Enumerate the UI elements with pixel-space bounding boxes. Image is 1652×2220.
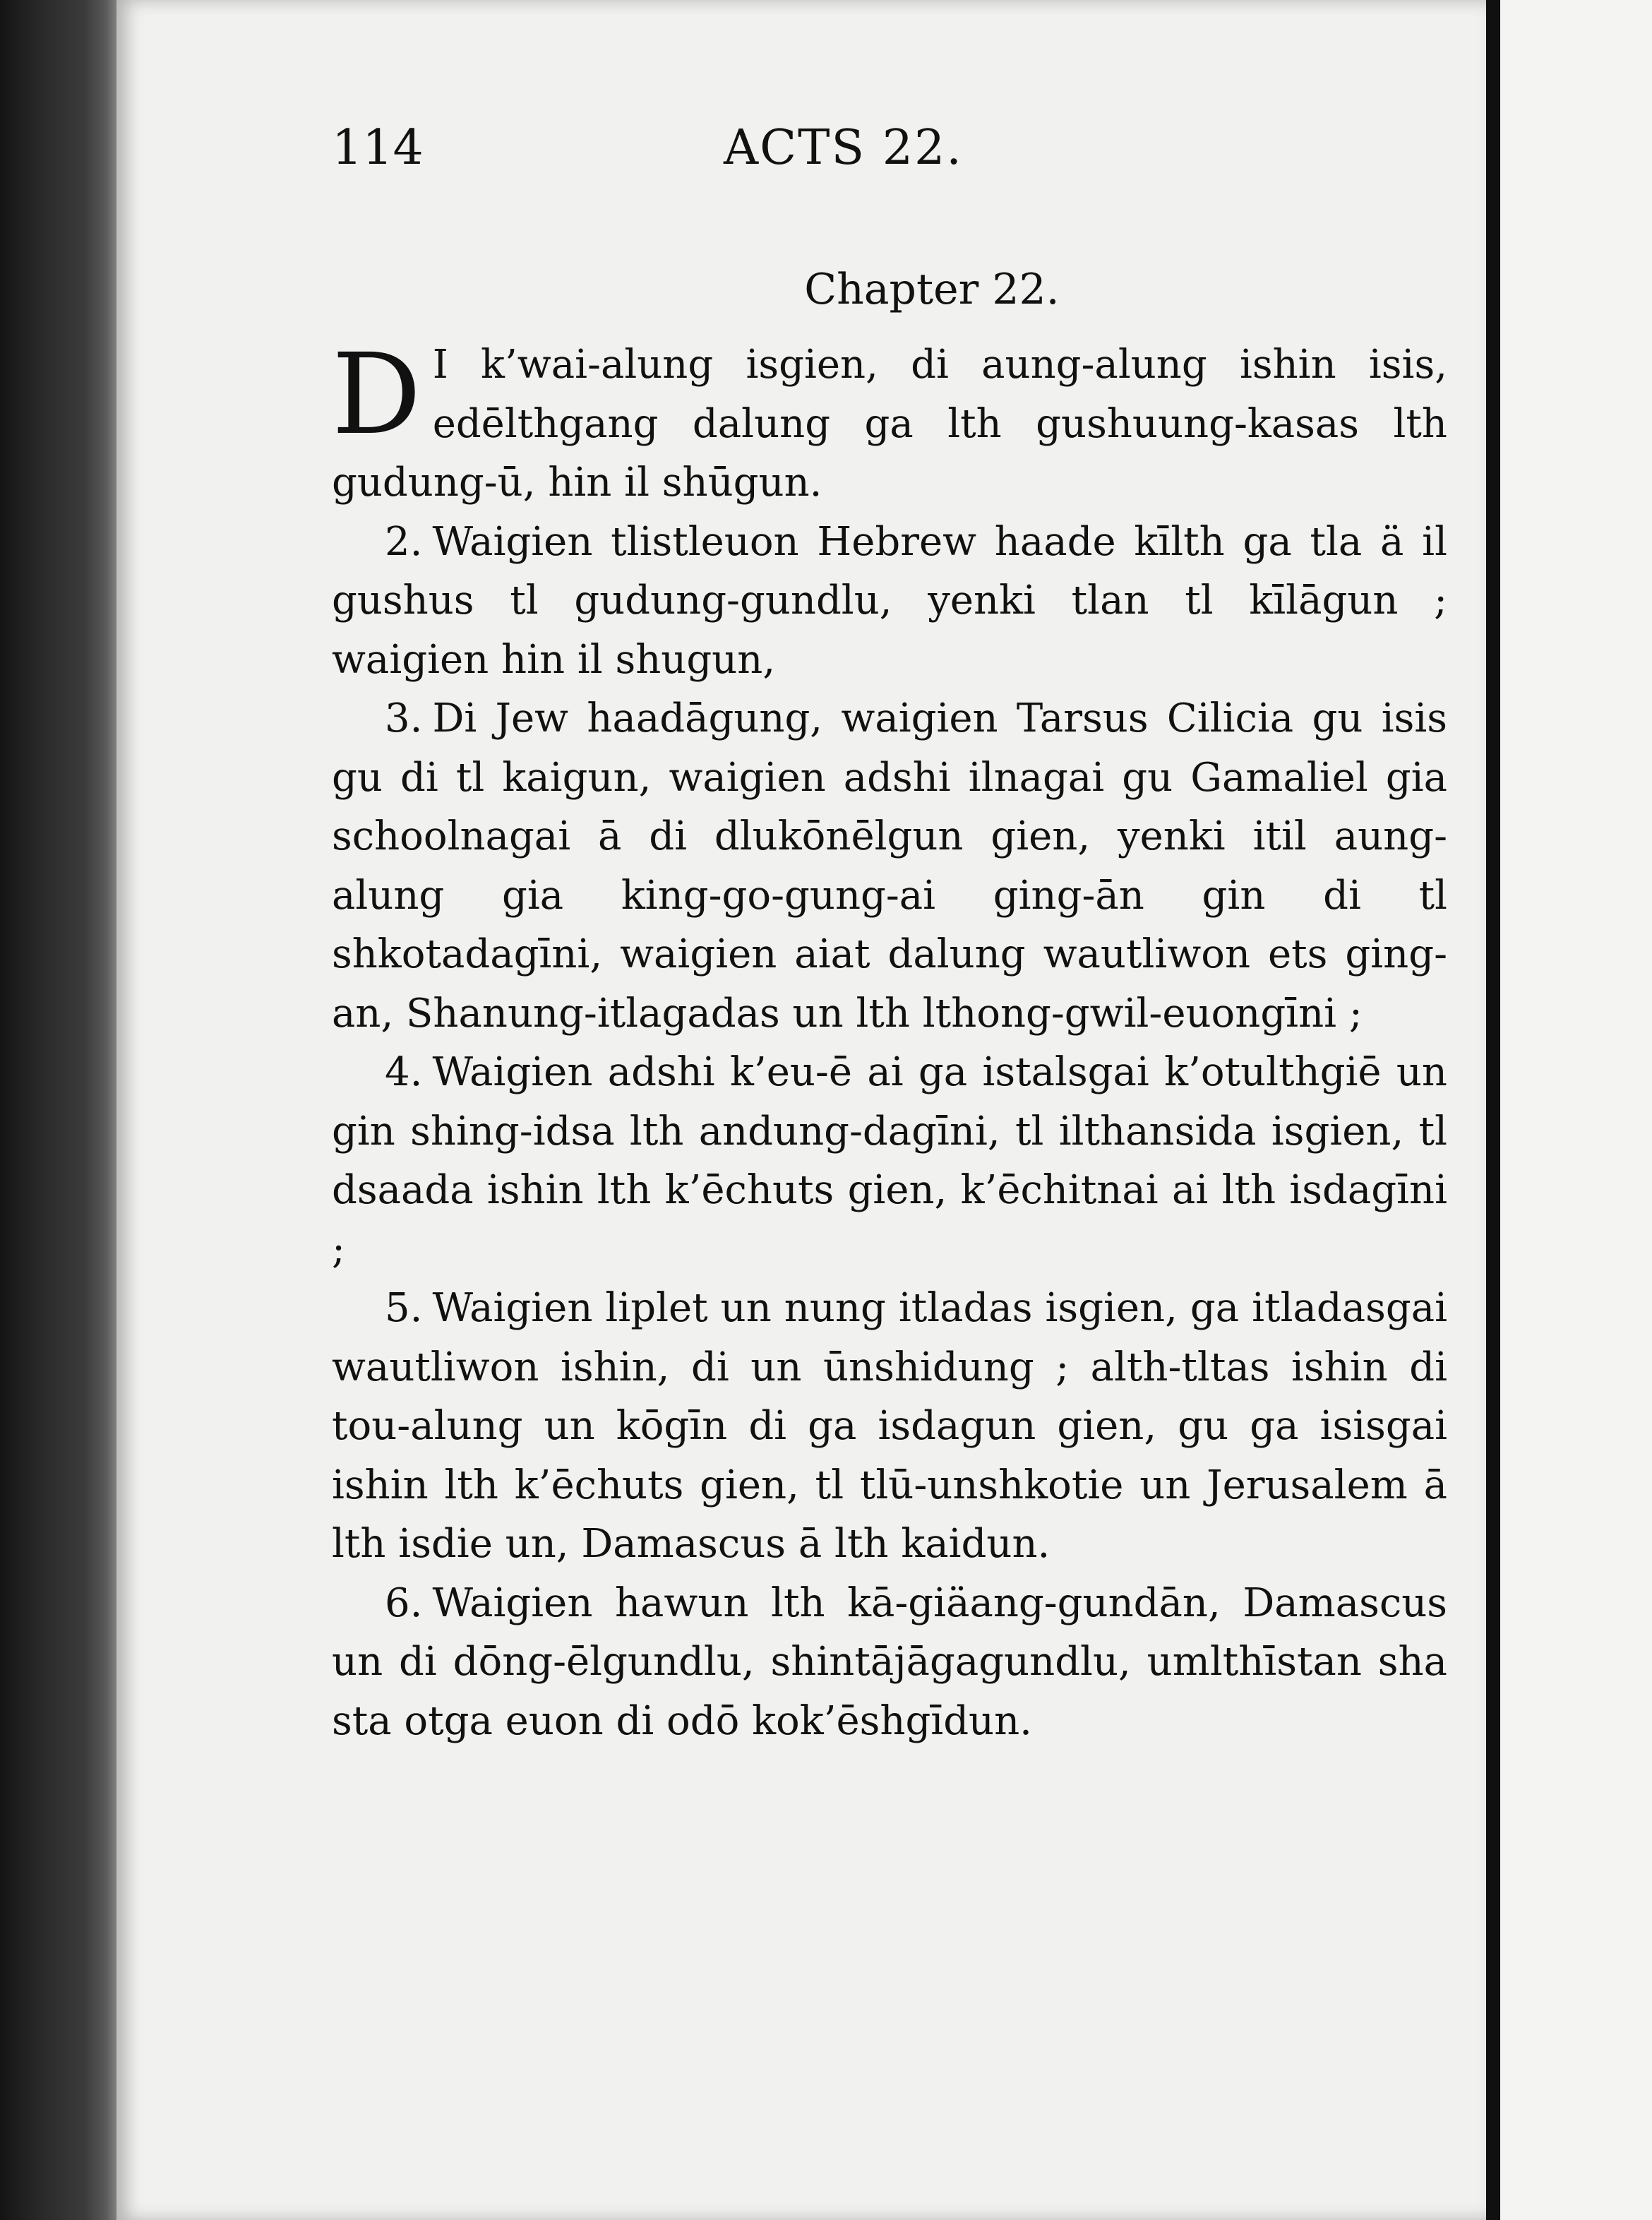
verse-text: Waigien liplet un nung itladas isgien, ga itladasgai wautliwon ishin, di un ūnshidung ; alth-tltas ishin di tou-alung un kōgīn di ga isdagun gien, gu ga isisgai ishin lth k’ēchuts gien, tl tlū-unshkotie un Jerusalem ā lth isdie un, Damascus ā lth kaidun. [332,1285,1447,1567]
drop-cap: D [332,330,421,460]
adjacent-page-edge [1500,0,1652,2220]
verse-number: 5. [385,1285,423,1331]
verse-4 [332,1043,1447,1279]
verse-text: Waigien hawun lth kā-giäang-gundān, Damascus un di dōng-ēlgundlu, shintājāgagundlu, umlthīstan sha sta otga euon di odō kok’ēshgīdun. [332,1580,1447,1744]
verse-number: 4. [385,1049,423,1095]
verse-text: Waigien adshi k’eu-ē ai ga istalsgai k’otulthgiē un gin shing-idsa lth andung-dagīni, tl ilthansida isgien, tl dsaada ishin lth k’ēchuts gien, k’ēchitnai ai lth isdagīni ; [332,1049,1447,1272]
book-spine-edge [0,0,120,2220]
gutter-shadow [1486,0,1500,2220]
verse-text: Di Jew haadāgung, waigien Tarsus Cilicia gu isis gu di tl kaigun, waigien adshi ilnagai gu Gamaliel gia schoolnagai ā di dlukōnēlgun gien, yenki itil aung-alung gia king-go-gung-ai ging-ān gin di tl shkotadagīni, waigien aiat dalung wautliwon ets ging-an, Shanung-itlagadas un lth lthong-gwil-euongīni ; [332,696,1447,1037]
page-sheet [116,0,1486,2220]
verse-5 [332,1279,1447,1574]
running-title: ACTS 22. [724,120,963,176]
verse-number: 6. [385,1580,423,1626]
page-number: 114 [332,120,424,176]
text-block [332,258,1447,1750]
verse-1 [332,330,1447,513]
verse-number: 3. [385,696,423,741]
running-head [116,120,1486,177]
verse-text: Waigien tlistleuon Hebrew haade kīlth ga tla ä il gushus tl gudung-gundlu, yenki tlan tl kīlāgun ; waigien hin il shugun, [332,518,1447,683]
verse-3 [332,689,1447,1043]
verse-6 [332,1574,1447,1751]
verse-number: 2. [385,518,423,565]
chapter-heading: Chapter 22. [804,265,1060,314]
verse-2 [332,513,1447,690]
verse-text: I k’wai-alung isgien, di aung-alung ishin isis, edēlthgang dalung ga lth gushuung-kasas lth gudung-ū, hin il shūgun. [332,342,1447,506]
